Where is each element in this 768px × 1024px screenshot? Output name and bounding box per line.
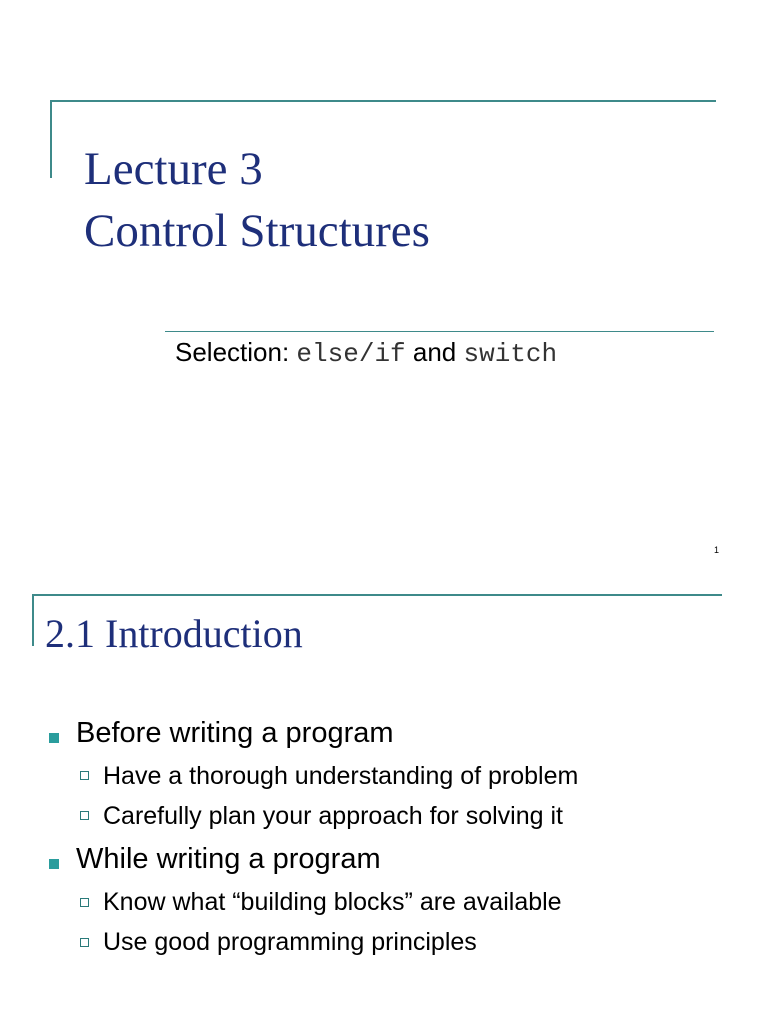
- sub-bullet-box-icon: [80, 771, 89, 780]
- section-heading: 2.1 Introduction: [45, 611, 303, 656]
- subtitle-divider-line: [165, 331, 714, 332]
- sub-bullet-box-icon: [80, 811, 89, 820]
- sub-bullet-item: Know what “building blocks” are available: [103, 888, 562, 916]
- title-frame-top-line: [50, 100, 716, 102]
- sub-bullet-item: Carefully plan your approach for solving it: [103, 802, 563, 830]
- slide-subtitle: [175, 337, 557, 369]
- subtitle-prefix: Selection:: [175, 337, 297, 367]
- sub-bullet-item: Use good programming principles: [103, 928, 477, 956]
- page-number: 1: [714, 545, 720, 555]
- title-line-1: Lecture 3: [84, 143, 263, 195]
- subtitle-code-if: if: [374, 339, 406, 369]
- slide-2: [0, 580, 768, 1024]
- bullet-square-icon: [49, 733, 59, 743]
- sub-bullet-box-icon: [80, 898, 89, 907]
- heading-frame-top-line: [32, 594, 722, 596]
- heading-frame-left-line: [32, 594, 34, 646]
- bullet-item: Before writing a program: [76, 717, 394, 749]
- subtitle-middle: and: [405, 337, 464, 367]
- sub-bullet-box-icon: [80, 938, 89, 947]
- bullet-square-icon: [49, 859, 59, 869]
- sub-bullet-item: Have a thorough understanding of problem: [103, 762, 579, 790]
- slide-title: [84, 138, 430, 262]
- title-line-2: Control Structures: [84, 205, 430, 257]
- bullet-item: While writing a program: [76, 843, 381, 875]
- subtitle-code-sep: /: [358, 339, 375, 369]
- title-frame-left-line: [50, 100, 52, 178]
- subtitle-code-switch: switch: [463, 339, 558, 369]
- subtitle-code-else: else: [296, 339, 359, 369]
